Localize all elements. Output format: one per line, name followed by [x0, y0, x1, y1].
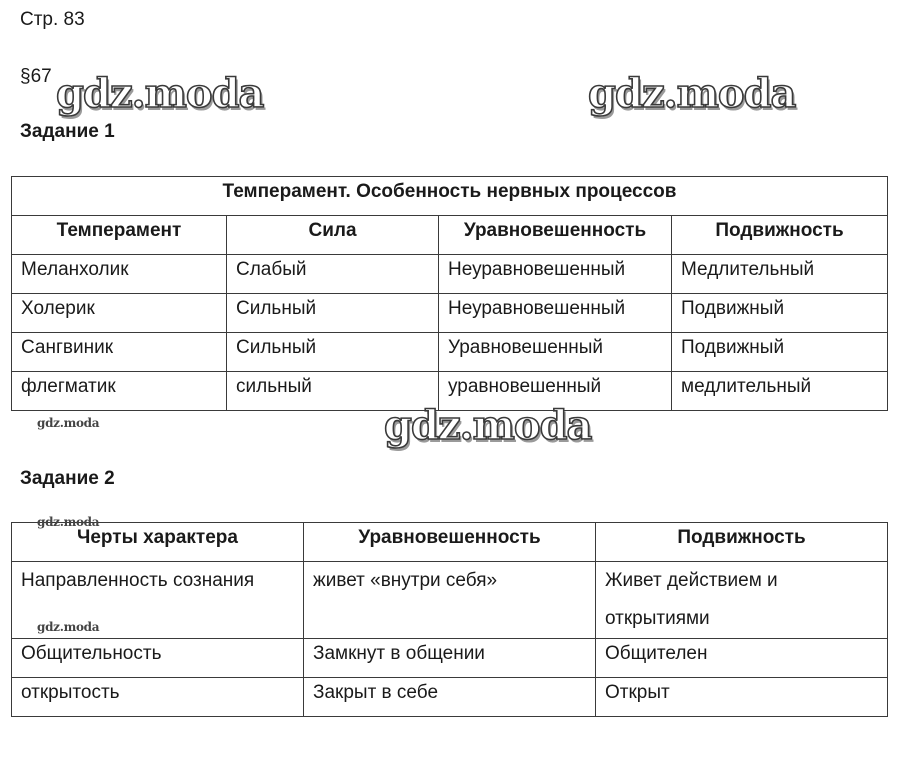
table-cell: медлительный	[672, 372, 888, 411]
table-row	[12, 678, 888, 717]
table-cell: Медлительный	[672, 255, 888, 294]
table-cell: Замкнут в общении	[304, 639, 596, 678]
table-cell: Направленность сознания	[12, 562, 304, 639]
table-cell: сильный	[227, 372, 439, 411]
table-cell: Общительность	[12, 639, 304, 678]
column-header: Подвижность	[672, 216, 888, 255]
table-cell: Подвижный	[672, 294, 888, 333]
table-cell: Подвижный	[672, 333, 888, 372]
table-cell: Живет действием и открытиями	[596, 562, 888, 639]
table-cell: Сангвиник	[12, 333, 227, 372]
table-cell: Меланхолик	[12, 255, 227, 294]
table-cell: открытость	[12, 678, 304, 717]
table-cell: Общителен	[596, 639, 888, 678]
section-number: §67	[20, 66, 52, 87]
page-number: Стр. 83	[20, 9, 85, 30]
column-header: Уравновешенность	[439, 216, 672, 255]
column-header: Темперамент	[12, 216, 227, 255]
table-cell: живет «внутри себя»	[304, 562, 596, 639]
table-title: Темперамент. Особенность нервных процессов	[12, 177, 888, 216]
table-cell: Сильный	[227, 333, 439, 372]
watermark-logo: gdz.moda	[56, 70, 264, 117]
temperament-table	[11, 176, 888, 411]
column-header: Сила	[227, 216, 439, 255]
table-row	[12, 294, 888, 333]
watermark-small: gdz.moda	[37, 620, 100, 634]
table-cell: флегматик	[12, 372, 227, 411]
table-row	[12, 639, 888, 678]
character-table	[11, 522, 888, 717]
watermark-small: gdz.moda	[37, 515, 100, 529]
watermark-small: gdz.moda	[37, 416, 100, 430]
task-2-title: Задание 2	[20, 468, 115, 489]
column-header: Подвижность	[596, 523, 888, 562]
watermark-logo: gdz.moda	[588, 70, 796, 117]
table-cell: Неуравновешенный	[439, 294, 672, 333]
table-header-row	[12, 216, 888, 255]
table-row	[12, 255, 888, 294]
table-title-row	[12, 177, 888, 216]
table-row	[12, 562, 888, 639]
table-header-row	[12, 523, 888, 562]
watermark-logo: gdz.moda	[384, 402, 592, 449]
task-1-title: Задание 1	[20, 121, 115, 142]
table-cell: уравновешенный	[439, 372, 672, 411]
table-cell: Открыт	[596, 678, 888, 717]
table-cell: Уравновешенный	[439, 333, 672, 372]
table-cell: Закрыт в себе	[304, 678, 596, 717]
column-header: Уравновешенность	[304, 523, 596, 562]
table-cell: Неуравновешенный	[439, 255, 672, 294]
table-cell: Слабый	[227, 255, 439, 294]
table-row	[12, 333, 888, 372]
table-cell: Сильный	[227, 294, 439, 333]
column-header: Черты характера	[12, 523, 304, 562]
table-cell: Холерик	[12, 294, 227, 333]
